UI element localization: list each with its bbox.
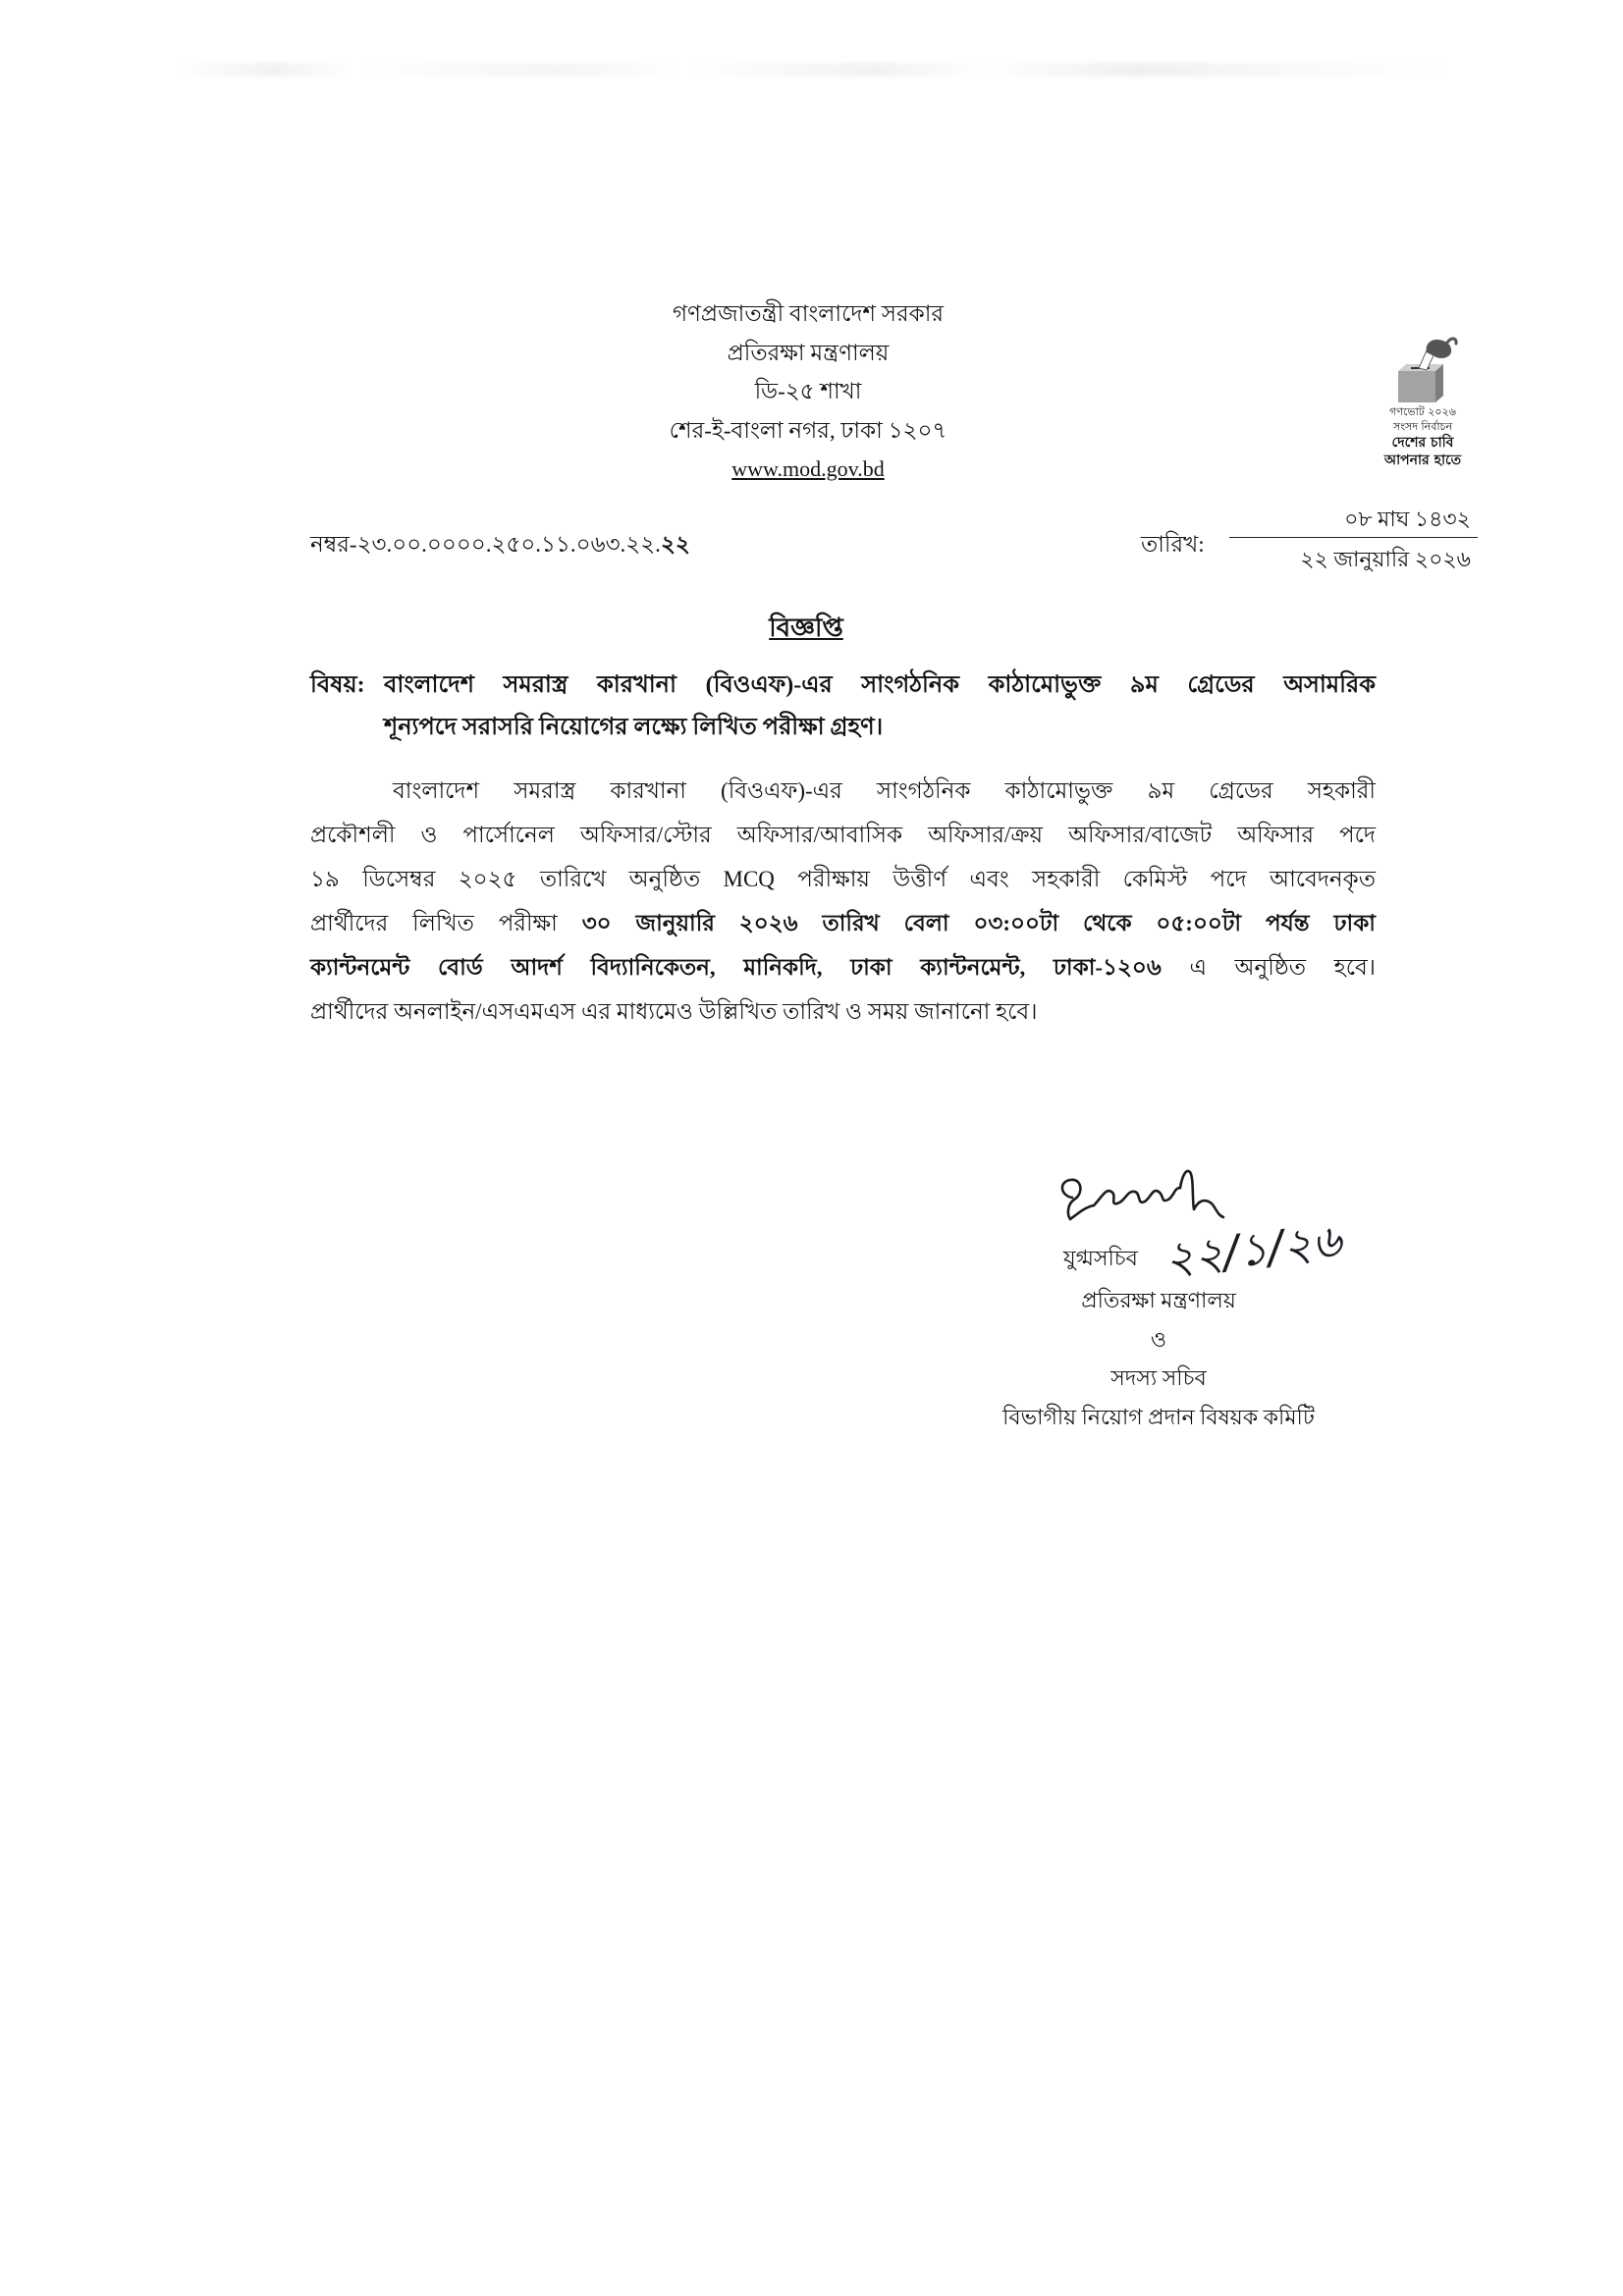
body-line-5 [310, 945, 1376, 989]
subject-label: বিষয়: [310, 672, 365, 698]
body-line-2: প্রকৌশলী ও পার্সোনেল অফিসার/স্টোর অফিসার/আবাসিক অফিসার/ক্রয় অফিসার/বাজেট অফিসার পদে [310, 823, 1376, 847]
exam-venue-highlight: ক্যান্টনমেন্ট বোর্ড আদর্শ বিদ্যানিকেতন, মানিকদি, ঢাকা ক্যান্টনমেন্ট, ঢাকা-১২০৬ [310, 955, 1162, 980]
date-label: তারিখ: [1141, 532, 1205, 557]
website-link: www.mod.gov.bd [731, 456, 885, 481]
memo-number-suffix: ২২ [660, 532, 690, 557]
notice-title: বিজ্ঞপ্তি [769, 614, 843, 642]
ballot-box-icon [1365, 332, 1481, 404]
date-gregorian: ২২ জানুয়ারি ২০২৬ [1300, 547, 1471, 571]
signatory-role: সদস্য সচিব [1110, 1365, 1207, 1391]
body-line-1: বাংলাদেশ সমরাস্ত্র কারখানা (বিওএফ)-এর সাংগঠনিক কাঠামোভুক্ত ৯ম গ্রেডের সহকারী [393, 778, 1376, 803]
body-line-4-text: প্রার্থীদের লিখিত পরীক্ষা [310, 911, 558, 935]
ministry-name: প্রতিরক্ষা মন্ত্রণালয় [727, 340, 890, 365]
branch-name: ডি-২৫ শাখা [754, 379, 862, 403]
subject-text [384, 665, 1376, 749]
signatory-conjunction: ও [1150, 1326, 1167, 1352]
body-line-3: ১৯ ডিসেম্বর ২০২৫ তারিখে অনুষ্ঠিত MCQ পরীক্ষায় উত্তীর্ণ এবং সহকারী কেমিস্ট পদে আবেদনকৃত [310, 867, 1376, 891]
body-line-4 [310, 901, 1376, 945]
signature-stroke [1180, 1171, 1223, 1217]
scan-noise [172, 63, 1458, 77]
memo-number-prefix: নম্বর-২৩.০০.০০০০.২৫০.১১.০৬৩.২২. [310, 532, 661, 557]
logo-line-referendum: গণভোট ২০২৬ [1389, 405, 1456, 418]
website-line [514, 450, 1103, 489]
signature-date: ২২/১/২৬ [1162, 1213, 1344, 1285]
exam-schedule-highlight: ৩০ জানুয়ারি ২০২৬ তারিখ বেলা ০৩:০০টা থেকে ০৫:০০টা পর্যন্ত ঢাকা [581, 911, 1376, 935]
logo-line-slogan-2: আপনার হাতে [1383, 453, 1462, 468]
letterhead [514, 294, 1103, 489]
handwritten-signature [1051, 1158, 1384, 1296]
subject-line-1: বাংলাদেশ সমরাস্ত্র কারখানা (বিওএফ)-এর সাংগঠনিক কাঠামোভুক্ত ৯ম গ্রেডের অসামরিক [384, 672, 1376, 698]
signatory-block [913, 1281, 1404, 1437]
government-name: গণপ্রজাতন্ত্রী বাংলাদেশ সরকার [672, 301, 945, 326]
memo-number [310, 527, 1076, 562]
signatory-designation: যুগ্মসচিব [1063, 1246, 1138, 1270]
date-bengali: ০৮ মাঘ ১৪৩২ [1229, 502, 1478, 538]
body-line-6: প্রার্থীদের অনলাইন/এসএমএস এর মাধ্যমেও উল্লিখিত তারিখ ও সময় জানানো হবে। [310, 999, 1038, 1024]
signature-stroke [1062, 1180, 1094, 1219]
subject-line-2: শূন্যপদে সরাসরি নিয়োগের লক্ষ্যে লিখিত পরীক্ষা গ্রহণ। [384, 715, 884, 740]
logo-line-election: সংসদ নির্বাচন [1392, 420, 1453, 433]
signatory-committee: বিভাগীয় নিয়োগ প্রদান বিষয়ক কমিটি [1002, 1405, 1315, 1430]
notice-body [310, 769, 1376, 1034]
signatory-ministry: প্রতিরক্ষা মন্ত্রণালয় [1081, 1288, 1236, 1312]
body-line-5-text: এ অনুষ্ঠিত হবে। [1189, 955, 1376, 980]
date-block [1229, 502, 1478, 577]
signature-stroke [1094, 1188, 1180, 1205]
logo-line-slogan-1: দেশের চাবি [1391, 435, 1454, 451]
election-logo [1365, 332, 1481, 469]
office-address: শের-ই-বাংলা নগর, ঢাকা ১২০৭ [669, 417, 947, 443]
